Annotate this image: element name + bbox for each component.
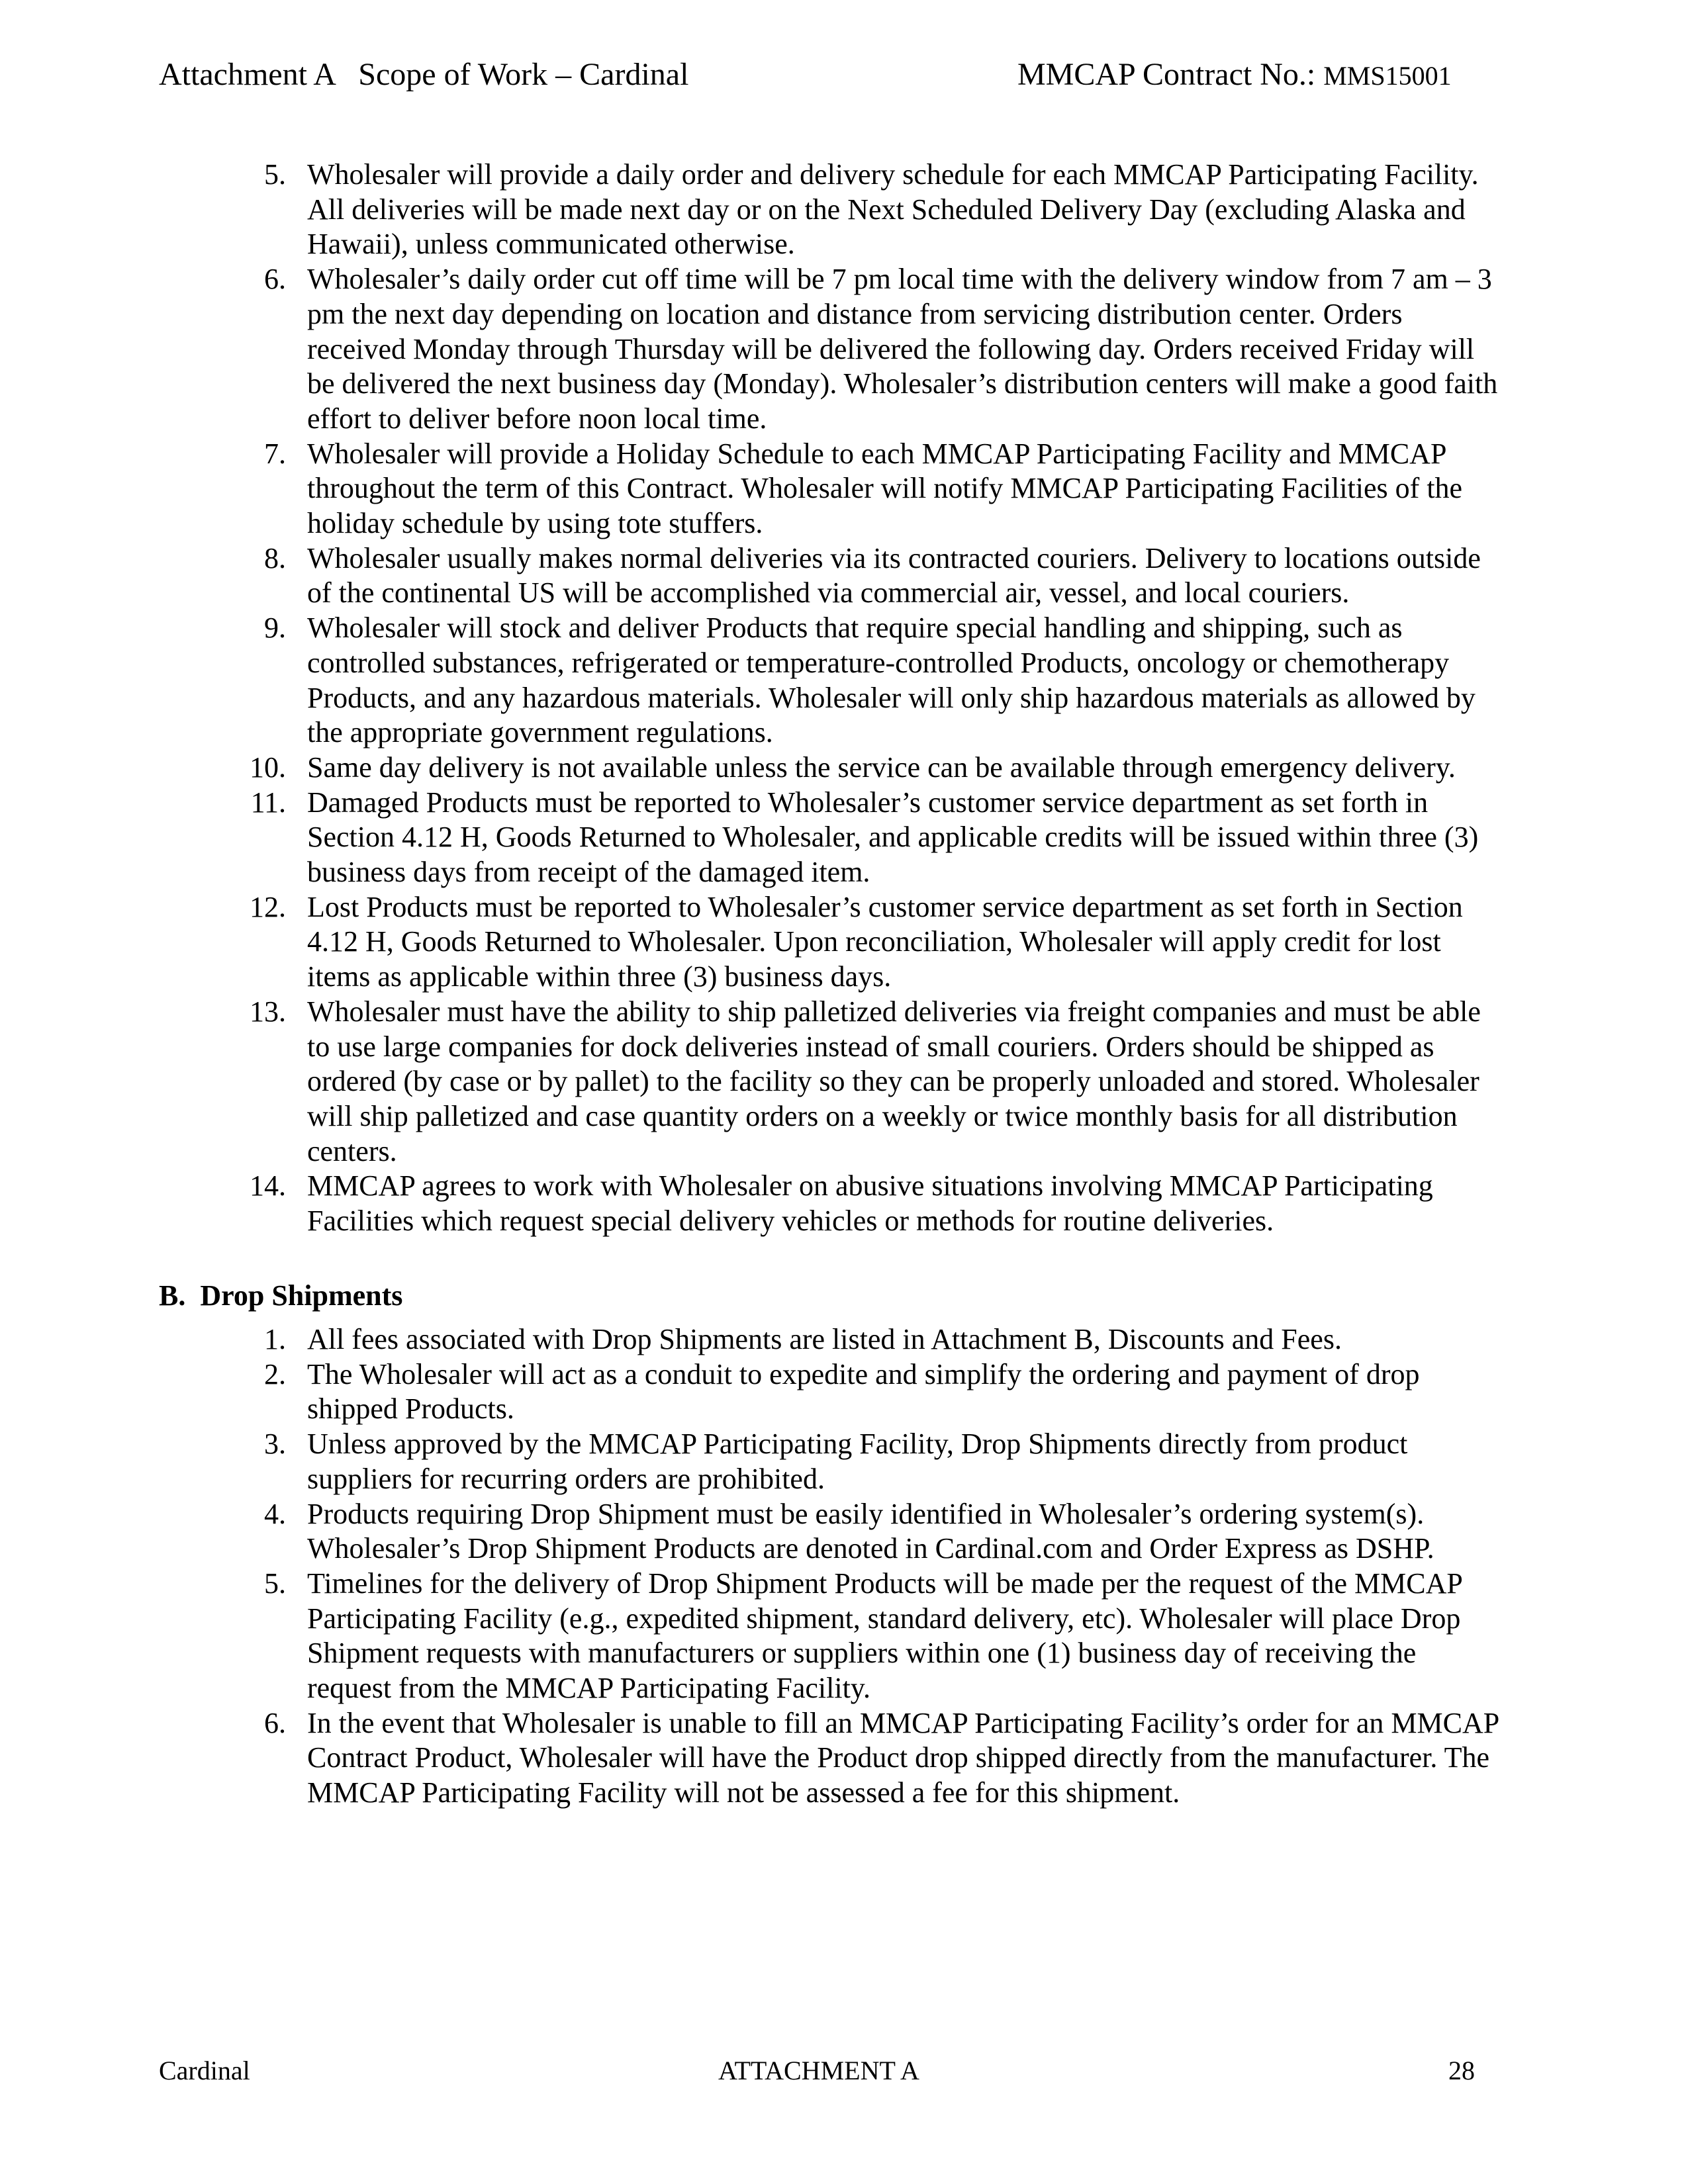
header-contract (1017, 56, 1452, 94)
page-number: 28 (1448, 2056, 1475, 2085)
item-number: 14. (250, 1169, 286, 1203)
item-number: 13. (250, 995, 286, 1028)
list-item (214, 1169, 1505, 1238)
list-item (214, 1497, 1505, 1567)
list-item (214, 1567, 1505, 1706)
list-item (214, 262, 1505, 437)
item-number: 9. (264, 612, 286, 645)
item-text: Wholesaler will stock and deliver Products that require special handling and shipping, such as controlled substances, refrigerated or temperature-controlled Products, oncology or chemotherapy Products, and any hazardous materials. Wholesaler will only ship hazardous materials as allowed by the appropriate government regulations. (307, 612, 1476, 749)
list-item (214, 541, 1505, 611)
footer-left: Cardinal (159, 2056, 250, 2085)
item-number: 3. (264, 1428, 286, 1461)
list-item (214, 158, 1505, 262)
section-heading (159, 1279, 402, 1314)
item-text: Wholesaler’s daily order cut off time will be 7 pm local time with the delivery window from 7 am – 3 pm the next day depending on location and distance from servicing distribution center. Orders received Monday through Thursday will be delivered the following day. Orders received Friday will be delivered the next business day (Monday). Wholesaler’s distribution centers will make a good faith effort to deliver before noon local time. (307, 263, 1498, 435)
item-text: Lost Products must be reported to Wholesaler’s customer service department as set forth in Section 4.12 H, Goods Returned to Wholesaler. Upon reconciliation, Wholesaler will apply credit for lost items as applicable within three (3) business days. (307, 890, 1463, 993)
item-text: Wholesaler will provide a Holiday Schedule to each MMCAP Participating Facility and MMCAP throughout the term of this Contract. Wholesaler will notify MMCAP Participating Facilities of the holiday schedule by using tote stuffers. (307, 437, 1463, 540)
item-number: 5. (264, 158, 286, 191)
item-text: Same day delivery is not available unless the service can be available through emergency delivery. (307, 751, 1456, 784)
item-text: Wholesaler will provide a daily order and delivery schedule for each MMCAP Participating Facility. All deliveries will be made next day or on the Next Scheduled Delivery Day (excluding Alaska and Hawaii), unless communicated otherwise. (307, 158, 1479, 261)
list-item (214, 611, 1505, 751)
item-number: 5. (264, 1567, 286, 1600)
list-item (214, 751, 1505, 786)
item-number: 4. (264, 1497, 286, 1530)
contract-label: MMCAP Contract No.: (1017, 57, 1316, 92)
item-number: 12. (250, 890, 286, 923)
item-number: 7. (264, 437, 286, 470)
contract-number: MMS15001 (1323, 61, 1452, 91)
item-number: 6. (264, 263, 286, 296)
list-item (214, 1706, 1505, 1811)
item-text: Wholesaler must have the ability to ship palletized deliveries via freight companies and must be able to use large companies for dock deliveries instead of small couriers. Orders should be shipped as ordered (by case or by pallet) to the facility so they can be properly unloaded and stored. Wholesaler will ship palletized and case quantity orders on a weekly or twice monthly basis for all distribution centers. (307, 995, 1481, 1167)
item-text: All fees associated with Drop Shipments are listed in Attachment B, Discounts and Fees. (307, 1323, 1342, 1355)
item-text: Wholesaler usually makes normal deliveries via its contracted couriers. Delivery to locations outside of the continental US will be accomplished via commercial air, vessel, and local couriers. (307, 541, 1481, 610)
item-number: 8. (264, 541, 286, 574)
item-number: 2. (264, 1357, 286, 1390)
item-text: Damaged Products must be reported to Wholesaler’s customer service department as set forth in Section 4.12 H, Goods Returned to Wholesaler, and applicable credits will be issued within three (3) business days from receipt of the damaged item. (307, 786, 1479, 889)
item-number: 6. (264, 1706, 286, 1739)
list-item (214, 437, 1505, 541)
section-title: Drop Shipments (200, 1279, 403, 1312)
list-item (214, 786, 1505, 890)
list-item (214, 1357, 1505, 1427)
item-number: 10. (250, 751, 286, 784)
item-number: 1. (264, 1323, 286, 1355)
header-title: Attachment A Scope of Work – Cardinal (159, 57, 689, 92)
item-text: Timelines for the delivery of Drop Shipment Products will be made per the request of the MMCAP Participating Facility (e.g., expedited shipment, standard delivery, etc). Wholesaler will place Drop Shipment requests with manufacturers or suppliers within one (1) business day of receiving the request from the MMCAP Participating Facility. (307, 1567, 1462, 1705)
list-item (214, 890, 1505, 995)
drop-shipments-list (214, 1322, 1505, 1811)
list-item (214, 995, 1505, 1169)
item-text: In the event that Wholesaler is unable to fill an MMCAP Participating Facility’s order for an MMCAP Contract Product, Wholesaler will have the Product drop shipped directly from the manufacturer. The MMCAP Participating Facility will not be assessed a fee for this shipment. (307, 1706, 1499, 1809)
list-item (214, 1427, 1505, 1496)
section-label: B. (159, 1279, 186, 1312)
footer-center: ATTACHMENT A (718, 2056, 919, 2085)
item-text: Unless approved by the MMCAP Participating Facility, Drop Shipments directly from product suppliers for recurring orders are prohibited. (307, 1428, 1408, 1495)
item-text: Products requiring Drop Shipment must be easily identified in Wholesaler’s ordering system(s). Wholesaler’s Drop Shipment Products are denoted in Cardinal.com and Order Express as DSHP. (307, 1497, 1434, 1565)
item-number: 11. (250, 786, 286, 819)
item-text: MMCAP agrees to work with Wholesaler on abusive situations involving MMCAP Participating Facilities which request special delivery vehicles or methods for routine deliveries. (307, 1169, 1433, 1238)
item-text: The Wholesaler will act as a conduit to expedite and simplify the ordering and payment of drop shipped Products. (307, 1357, 1420, 1426)
delivery-list (214, 158, 1505, 1239)
list-item (214, 1322, 1505, 1357)
